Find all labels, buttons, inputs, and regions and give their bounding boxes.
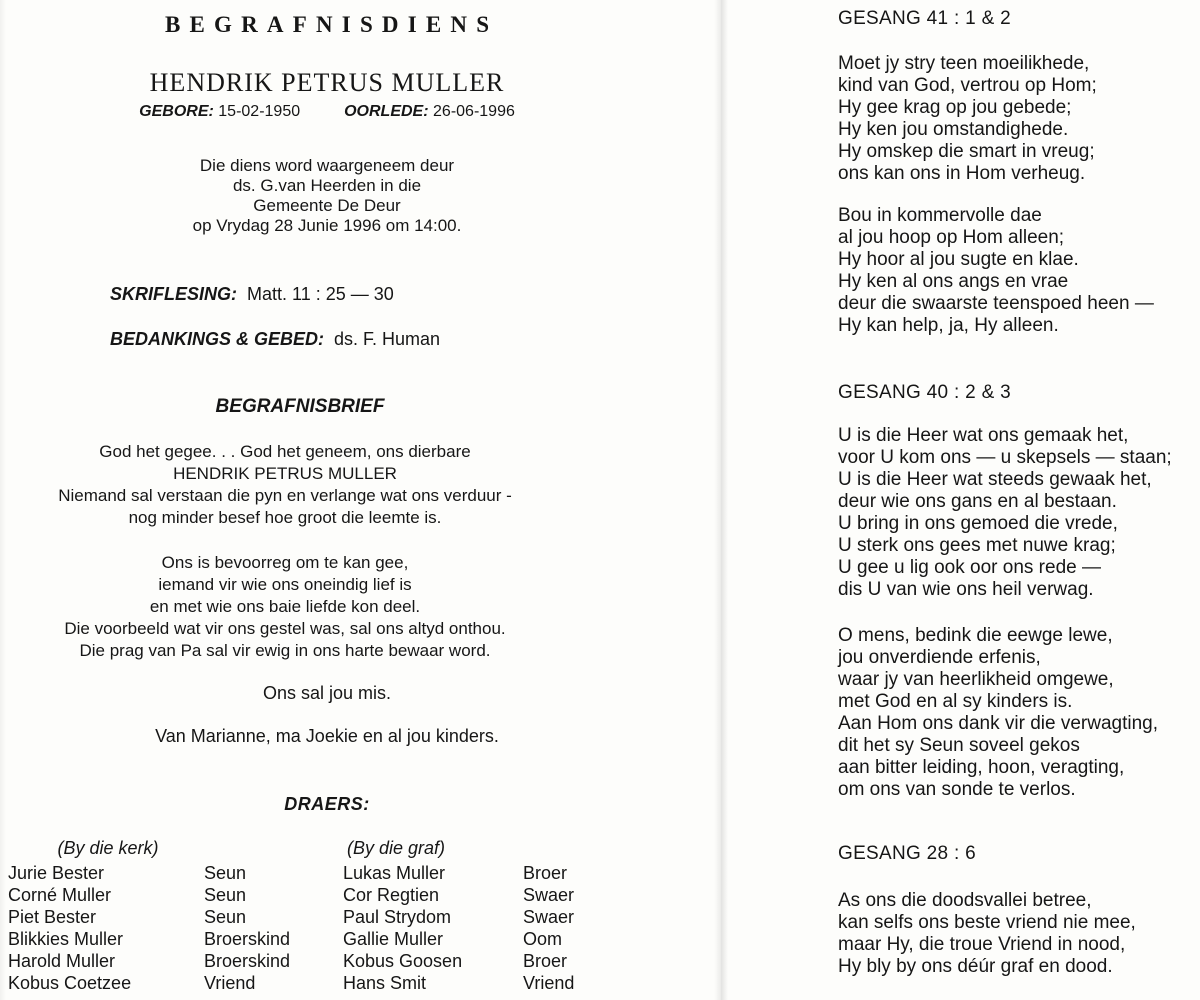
thanks-value: ds. F. Human: [334, 329, 441, 349]
service-line: op Vrydag 28 Junie 1996 om 14:00.: [192, 216, 462, 235]
hymn-line: Moet jy stry teen moeilikhede,: [838, 53, 1090, 74]
tribute-line: en met wie ons baie liefde kon deel.: [149, 597, 421, 616]
born-date: [139, 103, 300, 121]
bearer-row: [8, 884, 290, 906]
tribute-line: Ons is bevoorreg om te kan gee,: [161, 553, 409, 572]
hymn-line: jou onverdiende erfenis,: [838, 647, 1041, 668]
hymn-heading: GESANG 41 : 1 & 2: [838, 8, 1012, 29]
bearer-row: [8, 906, 290, 928]
funeral-letter-heading: BEGRAFNISBRIEF: [215, 396, 385, 417]
hymn-heading: GESANG 40 : 2 & 3: [838, 382, 1012, 403]
service-line: ds. G.van Heerden in die: [232, 176, 422, 195]
bearer-name: Gallie Muller: [343, 929, 444, 949]
hymn-line: Hy kan help, ja, Hy alleen.: [838, 315, 1059, 336]
bearer-name: Cor Regtien: [343, 885, 440, 905]
hymn-line: maar Hy, die troue Vriend in nood,: [838, 934, 1126, 955]
bearer-role: Broer: [523, 863, 568, 883]
hymn-line: dit het sy Seun soveel gekos: [838, 735, 1080, 756]
bearer-role: Vriend: [523, 973, 575, 993]
hymn-line: deur wie ons gans en al bestaan.: [838, 491, 1117, 512]
scripture-value: Matt. 11 : 25 — 30: [247, 284, 394, 304]
bearer-row: [8, 928, 290, 950]
bearer-name: Corné Muller: [8, 885, 112, 905]
thanks-label: BEDANKINGS & GEBED:: [110, 329, 325, 349]
bearer-role: Seun: [204, 885, 247, 905]
bearer-role: Seun: [204, 907, 247, 927]
bearer-role: Swaer: [523, 907, 575, 927]
funeral-letter-line: Niemand sal verstaan die pyn en verlange wat ons verduur -: [58, 486, 512, 505]
hymn-line: waar jy van heerlikheid omgewe,: [838, 669, 1114, 690]
bearer-row: [343, 884, 574, 906]
hymn-stanza: [838, 425, 1172, 601]
died-label: OORLEDE:: [344, 103, 429, 120]
hymn-line: kind van God, vertrou op Hom;: [838, 75, 1097, 96]
funeral-letter-line: HENDRIK PETRUS MULLER: [173, 464, 397, 483]
hymn-heading: GESANG 28 : 6: [838, 843, 977, 864]
hymn-line: Hy gee krag op jou gebede;: [838, 97, 1072, 118]
bearer-role: Oom: [523, 929, 563, 949]
hymn-line: As ons die doodsvallei betree,: [838, 890, 1092, 911]
bearer-row: [8, 972, 290, 994]
service-line: Die diens word waargeneem deur: [199, 156, 455, 175]
tribute-line: Die prag van Pa sal vir ewig in ons harte bewaar word.: [79, 641, 491, 660]
hymn-stanza: [838, 890, 1136, 978]
bearer-name: Kobus Coetzee: [8, 973, 132, 993]
bearer-role: Broer: [523, 951, 568, 971]
hymn-line: deur die swaarste teenspoed heen —: [838, 293, 1154, 314]
hymn-line: Hy ken al ons angs en vrae: [838, 271, 1069, 292]
bearers-church-header: (By die kerk): [57, 838, 159, 858]
bearer-role: Seun: [204, 863, 247, 883]
died-value: 26-06-1996: [433, 103, 515, 120]
bearers-heading: DRAERS:: [284, 794, 370, 814]
hymn-line: dis U van wie ons heil verwag.: [838, 579, 1094, 600]
bearer-name: Blikkies Muller: [8, 929, 124, 949]
died-date: [344, 103, 515, 121]
hymn-line: Bou in kommervolle dae: [838, 205, 1042, 226]
funeral-letter-text: [0, 441, 570, 529]
program-title: BEGRAFNISDIENS: [164, 12, 499, 37]
hymn-line: O mens, bedink die eewge lewe,: [838, 625, 1113, 646]
bearer-row: [343, 950, 574, 972]
page-right: [838, 0, 1200, 1000]
born-label: GEBORE:: [139, 103, 214, 120]
bearer-row: [8, 862, 290, 884]
bearer-row: [8, 950, 290, 972]
hymn-line: om ons van sonde te verlos.: [838, 779, 1076, 800]
service-line: Gemeente De Deur: [253, 196, 401, 215]
hymn-line: U gee u lig ook oor ons rede —: [838, 557, 1101, 578]
hymn-line: al jou hoop op Hom alleen;: [838, 227, 1065, 248]
bearer-role: Broerskind: [204, 951, 291, 971]
hymn-line: ons kan ons in Hom verheug.: [838, 163, 1086, 184]
bearer-name: Jurie Bester: [8, 863, 105, 883]
bearer-name: Kobus Goosen: [343, 951, 463, 971]
bearer-row: [343, 906, 574, 928]
hymn-line: U sterk ons gees met nuwe krag;: [838, 535, 1116, 556]
born-value: 15-02-1950: [218, 103, 301, 120]
bearers-grave-column: [343, 862, 574, 994]
hymn-line: U is die Heer wat ons gemaak het,: [838, 425, 1129, 446]
bearers-table: [0, 838, 700, 998]
scripture-reading: [110, 284, 394, 305]
bearer-name: Harold Muller: [8, 951, 116, 971]
bearer-role: Broerskind: [204, 929, 291, 949]
birth-death-dates: [0, 103, 654, 121]
page-fold-crease: [714, 0, 728, 1000]
hymn-line: U bring in ons gemoed die vrede,: [838, 513, 1118, 534]
bearer-row: [343, 972, 574, 994]
scripture-label: SKRIFLESING:: [110, 284, 238, 304]
bearer-name: Lukas Muller: [343, 863, 446, 883]
funeral-letter-line: nog minder besef hoe groot die leemte is.: [128, 508, 442, 527]
bearers-grave-header: (By die graf): [346, 838, 446, 858]
hymn-stanza: [838, 53, 1097, 185]
bearer-name: Piet Bester: [8, 907, 97, 927]
from-family-line: Van Marianne, ma Joekie en al jou kinders.: [155, 726, 499, 746]
hymn-line: Aan Hom ons dank vir die verwagting,: [838, 713, 1158, 734]
hymn-line: kan selfs ons beste vriend nie mee,: [838, 912, 1136, 933]
tribute-text: [0, 552, 570, 662]
hymn-line: Hy hoor al jou sugte en klae.: [838, 249, 1079, 270]
hymn-line: U is die Heer wat steeds gewaak het,: [838, 469, 1152, 490]
bearer-name: Hans Smit: [343, 973, 427, 993]
hymn-line: met God en al sy kinders is.: [838, 691, 1073, 712]
bearers-church-column: [8, 862, 290, 994]
funeral-letter-line: God het gegee. . . God het geneem, ons dierbare: [99, 442, 471, 461]
hymn-stanza: [838, 205, 1154, 337]
hymn-line: voor U kom ons — u skepsels — staan;: [838, 447, 1172, 468]
tribute-line: Die voorbeeld wat vir ons gestel was, sal ons altyd onthou.: [64, 619, 506, 638]
hymn-line: Hy omskep die smart in vreug;: [838, 141, 1095, 162]
bearer-role: Swaer: [523, 885, 575, 905]
bearer-name: Paul Strydom: [343, 907, 452, 927]
hymn-line: Hy ken jou omstandighede.: [838, 119, 1069, 140]
bearer-role: Vriend: [204, 973, 256, 993]
hymn-line: aan bitter leiding, hoon, veragting,: [838, 757, 1125, 778]
thanks-and-prayer: [110, 329, 440, 350]
bearer-row: [343, 862, 574, 884]
bearer-row: [343, 928, 574, 950]
tribute-line: iemand vir wie ons oneindig lief is: [158, 575, 412, 594]
hymn-line: Hy bly by ons déúr graf en dood.: [838, 956, 1113, 977]
deceased-name: HENDRIK PETRUS MULLER: [149, 68, 505, 97]
hymn-stanza: [838, 625, 1158, 801]
service-details: [0, 156, 654, 236]
miss-you-line: Ons sal jou mis.: [262, 683, 392, 703]
